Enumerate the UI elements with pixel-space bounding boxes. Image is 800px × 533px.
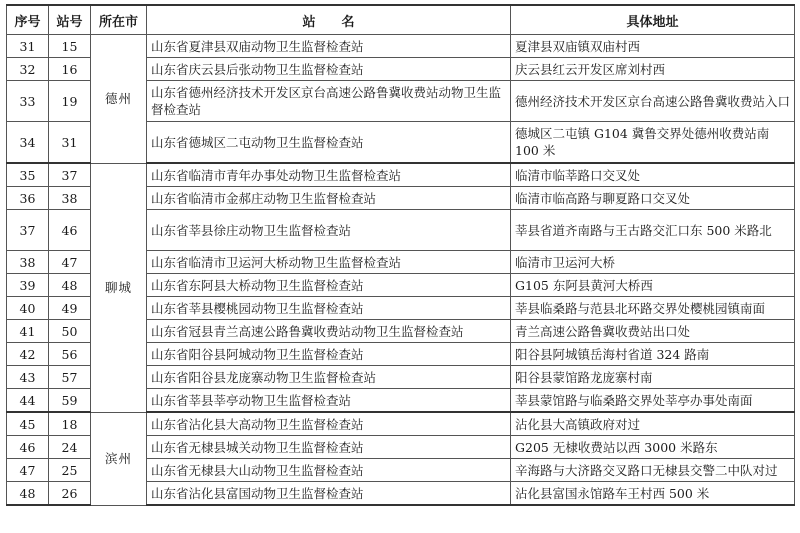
cell-station-name: 山东省冠县青兰高速公路鲁冀收费站动物卫生监督检查站: [147, 320, 511, 343]
cell-station-no: 48: [49, 274, 91, 297]
table-row: [7, 163, 795, 187]
cell-station-no: 37: [49, 163, 91, 187]
cell-seq: 44: [7, 389, 49, 413]
cell-city: 滨州: [91, 412, 147, 505]
cell-address: 沾化县富国永馆路车王村西 500 米: [511, 482, 795, 506]
cell-seq: 43: [7, 366, 49, 389]
cell-station-name: 山东省临清市卫运河大桥动物卫生监督检查站: [147, 251, 511, 274]
cell-seq: 46: [7, 436, 49, 459]
cell-station-no: 47: [49, 251, 91, 274]
cell-seq: 35: [7, 163, 49, 187]
cell-seq: 45: [7, 412, 49, 436]
cell-seq: 38: [7, 251, 49, 274]
cell-station-no: 15: [49, 35, 91, 58]
cell-city: 德州: [91, 35, 147, 164]
header-station-name: 站 名: [147, 5, 511, 35]
cell-station-name: 山东省阳谷县阿城动物卫生监督检查站: [147, 343, 511, 366]
cell-station-no: 16: [49, 58, 91, 81]
cell-station-name: 山东省临清市金郝庄动物卫生监督检查站: [147, 187, 511, 210]
cell-address: 临清市临莘路口交叉处: [511, 163, 795, 187]
cell-station-no: 50: [49, 320, 91, 343]
cell-seq: 47: [7, 459, 49, 482]
cell-address: 莘县蒙馆路与临桑路交界处莘亭办事处南面: [511, 389, 795, 413]
header-row: [7, 5, 795, 35]
cell-address: 辛海路与大济路交叉路口无棣县交警二中队对过: [511, 459, 795, 482]
cell-address: 青兰高速公路鲁冀收费站出口处: [511, 320, 795, 343]
header-city: 所在市: [91, 5, 147, 35]
cell-seq: 34: [7, 122, 49, 164]
cell-address: 庆云县红云开发区席刘村西: [511, 58, 795, 81]
table-body: [7, 35, 795, 506]
cell-address: 阳谷县蒙馆路龙庞寨村南: [511, 366, 795, 389]
station-table-container: [6, 4, 794, 506]
cell-address: 阳谷县阿城镇岳海村省道 324 路南: [511, 343, 795, 366]
cell-station-name: 山东省莘县莘亭动物卫生监督检查站: [147, 389, 511, 413]
cell-address: 德州经济技术开发区京台高速公路鲁冀收费站入口: [511, 81, 795, 122]
cell-seq: 37: [7, 210, 49, 251]
cell-address: 夏津县双庙镇双庙村西: [511, 35, 795, 58]
cell-station-name: 山东省东阿县大桥动物卫生监督检查站: [147, 274, 511, 297]
cell-station-no: 25: [49, 459, 91, 482]
cell-station-name: 山东省沾化县大高动物卫生监督检查站: [147, 412, 511, 436]
cell-seq: 33: [7, 81, 49, 122]
table-row: [7, 412, 795, 436]
cell-station-name: 山东省德城区二屯动物卫生监督检查站: [147, 122, 511, 164]
cell-address: 莘县省道齐南路与王古路交汇口东 500 米路北: [511, 210, 795, 251]
cell-seq: 40: [7, 297, 49, 320]
cell-seq: 39: [7, 274, 49, 297]
cell-seq: 41: [7, 320, 49, 343]
cell-station-no: 31: [49, 122, 91, 164]
cell-address: 莘县临桑路与范县北环路交界处樱桃园镇南面: [511, 297, 795, 320]
cell-station-no: 46: [49, 210, 91, 251]
cell-station-name: 山东省庆云县后张动物卫生监督检查站: [147, 58, 511, 81]
cell-station-name: 山东省莘县徐庄动物卫生监督检查站: [147, 210, 511, 251]
cell-station-no: 49: [49, 297, 91, 320]
station-table: [6, 4, 795, 506]
cell-address: 临清市卫运河大桥: [511, 251, 795, 274]
cell-station-no: 59: [49, 389, 91, 413]
cell-station-name: 山东省沾化县富国动物卫生监督检查站: [147, 482, 511, 506]
cell-seq: 36: [7, 187, 49, 210]
cell-address: G205 无棣收费站以西 3000 米路东: [511, 436, 795, 459]
cell-city: 聊城: [91, 163, 147, 412]
cell-seq: 32: [7, 58, 49, 81]
cell-station-name: 山东省夏津县双庙动物卫生监督检查站: [147, 35, 511, 58]
header-station-no: 站号: [49, 5, 91, 35]
cell-station-name: 山东省无棣县城关动物卫生监督检查站: [147, 436, 511, 459]
cell-seq: 48: [7, 482, 49, 506]
header-address: 具体地址: [511, 5, 795, 35]
cell-station-no: 24: [49, 436, 91, 459]
cell-station-name: 山东省临清市青年办事处动物卫生监督检查站: [147, 163, 511, 187]
cell-station-name: 山东省德州经济技术开发区京台高速公路鲁冀收费站动物卫生监督检查站: [147, 81, 511, 122]
cell-station-no: 19: [49, 81, 91, 122]
cell-station-name: 山东省阳谷县龙庞寨动物卫生监督检查站: [147, 366, 511, 389]
cell-station-no: 57: [49, 366, 91, 389]
cell-address: 德城区二屯镇 G104 冀鲁交界处德州收费站南 100 米: [511, 122, 795, 164]
cell-address: G105 东阿县黄河大桥西: [511, 274, 795, 297]
cell-seq: 31: [7, 35, 49, 58]
cell-station-no: 26: [49, 482, 91, 506]
cell-station-no: 38: [49, 187, 91, 210]
cell-address: 沾化县大高镇政府对过: [511, 412, 795, 436]
cell-station-no: 56: [49, 343, 91, 366]
table-row: [7, 35, 795, 58]
cell-address: 临清市临高路与聊夏路口交叉处: [511, 187, 795, 210]
cell-station-name: 山东省莘县樱桃园动物卫生监督检查站: [147, 297, 511, 320]
cell-station-no: 18: [49, 412, 91, 436]
cell-station-name: 山东省无棣县大山动物卫生监督检查站: [147, 459, 511, 482]
header-seq: 序号: [7, 5, 49, 35]
cell-seq: 42: [7, 343, 49, 366]
